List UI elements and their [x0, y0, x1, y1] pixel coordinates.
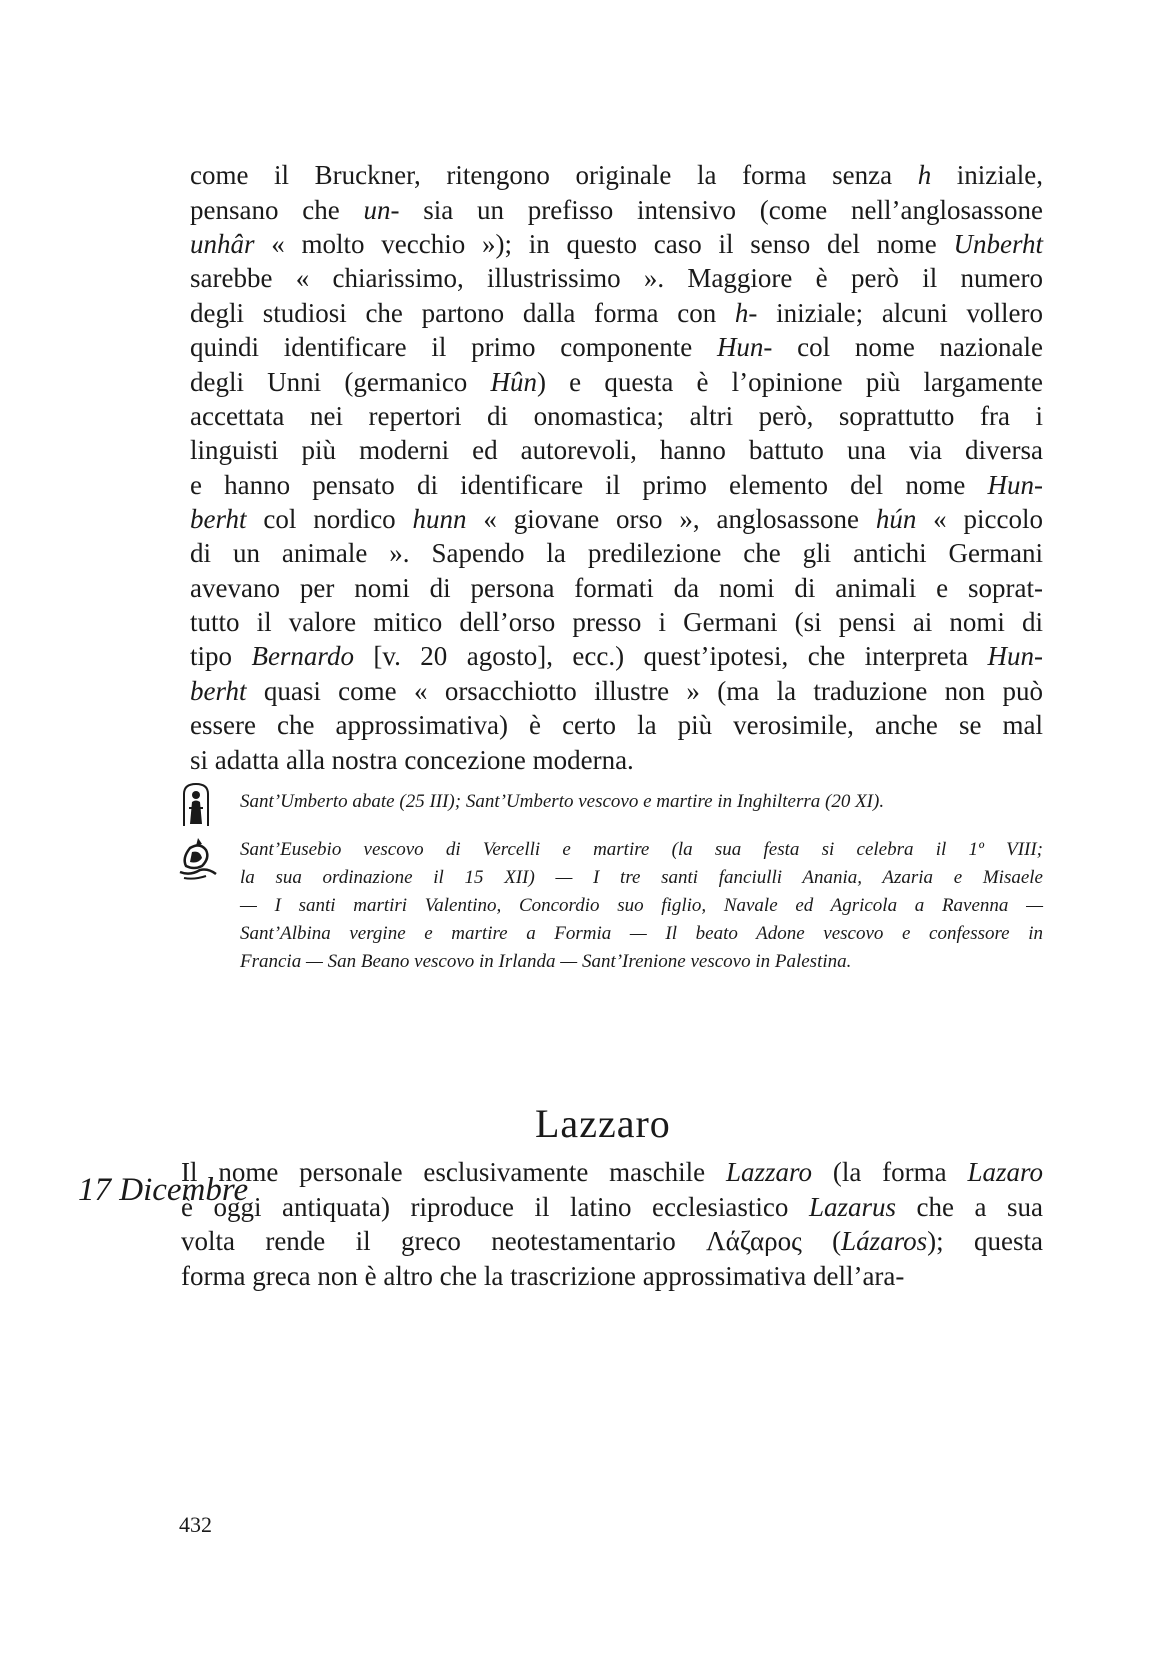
text-line: unhâr « molto vecchio »); in questo caso il senso del nome Unberht — [190, 229, 1043, 259]
page-number: 432 — [179, 1512, 212, 1537]
text-line: sarebbe « chiarissimo, illustrissimo ». Maggiore è però il numero — [190, 263, 1043, 293]
text-line: pensano che un- sia un prefisso intensivo (come nell’anglosassone — [190, 195, 1043, 225]
note-line: Sant’Albina vergine e martire a Formia — Il beato Adone vescovo e confessore in — [240, 923, 1043, 944]
note-line: la sua ordinazione il 15 XII) — I tre santi fanciulli Anania, Azaria e Misaele — [240, 867, 1043, 888]
monk-figure-icon — [180, 782, 212, 828]
eagle-icon — [176, 836, 222, 882]
text-line: tutto il valore mitico dell’orso presso i Germani (si pensi ai nomi di — [190, 607, 1043, 637]
text-line: di un animale ». Sapendo la predilezione che gli antichi Germani — [190, 538, 1043, 568]
text-line: e hanno pensato di identificare il primo elemento del nome Hun- — [190, 470, 1043, 500]
text-line: degli studiosi che partono dalla forma con h- iniziale; alcuni vollero — [190, 298, 1043, 328]
text-line: tipo Bernardo [v. 20 agosto], ecc.) quest’ipotesi, che interpreta Hun- — [190, 641, 1043, 671]
note-line: Sant’Eusebio vescovo di Vercelli e martire (la sua festa si celebra il 1º VIII; — [240, 839, 1043, 860]
text-line: degli Unni (germanico Hûn) e questa è l’opinione più largamente — [190, 367, 1043, 397]
feast-date: 17 Dicembre — [78, 1172, 249, 1208]
text-line: quindi identificare il primo componente Hun- col nome nazionale — [190, 332, 1043, 362]
text-line: come il Bruckner, ritengono originale la forma senza h iniziale, — [190, 160, 1043, 190]
note-line: — I santi martiri Valentino, Concordio suo figlio, Navale ed Agricola a Ravenna — — [240, 895, 1043, 916]
text-line: volta rende il greco neotestamentario Λάζαρος (Lázaros); questa — [181, 1226, 1043, 1256]
text-line: essere che approssimativa) è certo la più verosimile, anche se mal — [190, 710, 1043, 740]
text-line: forma greca non è altro che la trascrizione approssimativa dell’ara- — [181, 1261, 905, 1291]
text-line: berht quasi come « orsacchiotto illustre » (ma la traduzione non può — [190, 676, 1043, 706]
saints-note-hubert: Sant’Umberto abate (25 III); Sant’Umberto vescovo e martire in Inghilterra (20 XI). — [240, 791, 885, 812]
text-line: accettata nei repertori di onomastica; altri però, soprattutto fra i — [190, 401, 1043, 431]
note-line: Francia — San Beano vescovo in Irlanda — Sant’Irenione vescovo in Palestina. — [240, 951, 852, 972]
text-line: avevano per nomi di persona formati da nomi di animali e soprat- — [190, 573, 1043, 603]
text-line: linguisti più moderni ed autorevoli, hanno battuto una via diversa — [190, 435, 1043, 465]
section-title: Lazzaro — [535, 1101, 671, 1146]
text-line: è oggi antiquata) riproduce il latino ecclesiastico Lazarus che a sua — [181, 1192, 1043, 1222]
text-line: si adatta alla nostra concezione moderna. — [190, 745, 634, 775]
text-line: Il nome personale esclusivamente maschile Lazzaro (la forma Lazaro — [181, 1157, 1043, 1187]
text-line: berht col nordico hunn « giovane orso », anglosassone hún « piccolo — [190, 504, 1043, 534]
